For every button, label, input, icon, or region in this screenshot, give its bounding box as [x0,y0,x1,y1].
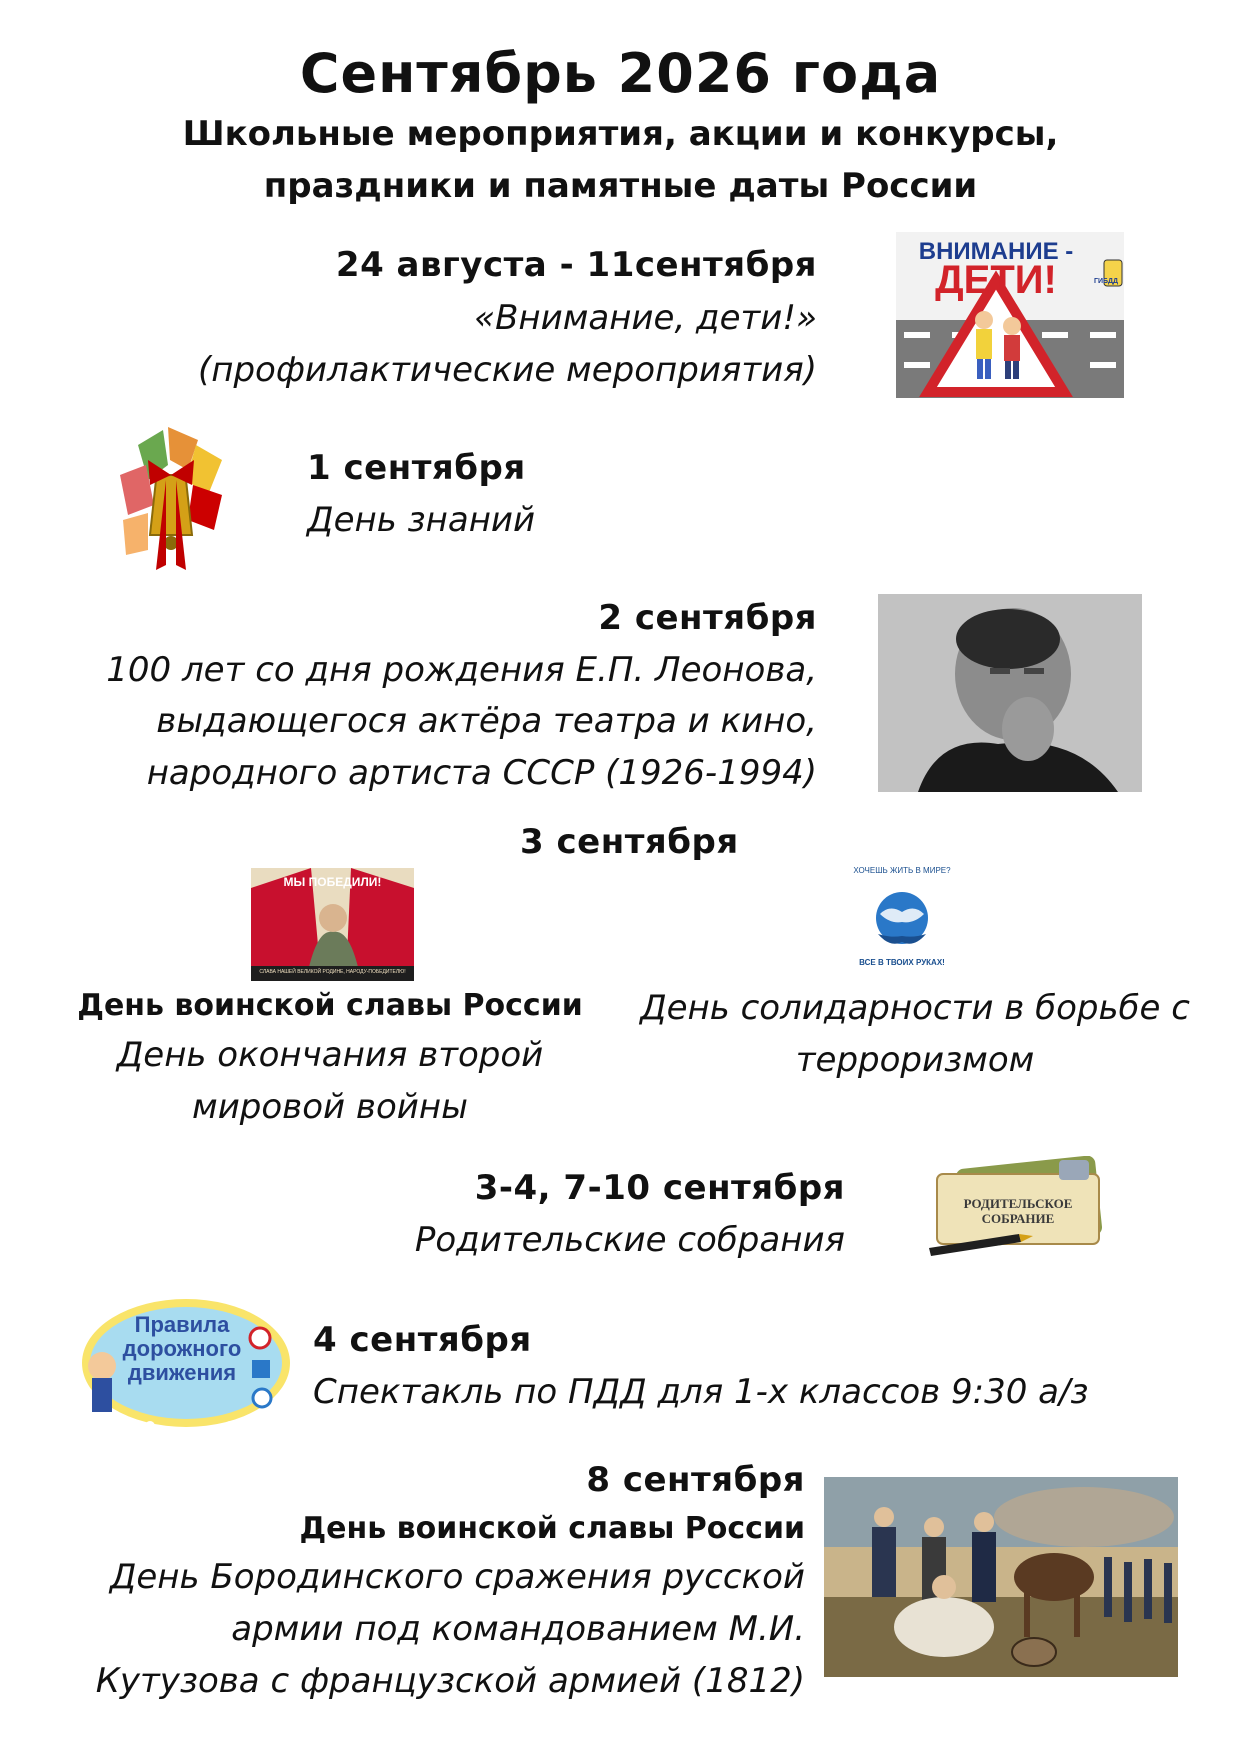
event-description: (профилактические мероприятия) [197,350,817,390]
attention-children-image [896,232,1124,398]
event-title: «Внимание, дети!» [474,298,817,338]
gibdd-logo-text: ГИБДД [1093,278,1118,285]
leonov-portrait-image [878,594,1142,792]
event-title: День воинской славы России [299,1511,805,1546]
event-title: День воинской славы России [77,988,583,1023]
peace-emblem-image [850,864,954,972]
logo-line-1: Правила [134,1312,230,1337]
event-date: 3-4, 7-10 сентября [474,1168,845,1208]
event-title: Родительские собрания [414,1220,845,1260]
event-description: 100 лет со дня рождения Е.П. Леонова, [106,650,817,690]
event-description: День окончания второй [116,1035,544,1075]
card-line-2: СОБРАНИЕ [981,1211,1055,1226]
school-bell-leaves-image [118,425,224,575]
event-date: 24 августа - 11сентября [335,245,817,285]
event-description: терроризмом [795,1040,1035,1080]
subtitle-line-2: праздники и памятные даты России [263,166,978,206]
event-description: выдающегося актёра театра и кино, [156,701,817,741]
logo-line-2: дорожного [122,1336,242,1361]
parent-meeting-card-image [929,1156,1107,1263]
logo-line-3: движения [127,1360,237,1385]
traffic-rules-logo-image [80,1288,292,1438]
badge-top-text: ВНИМАНИЕ - [918,238,1074,265]
event-date: 8 сентября [586,1460,805,1500]
event-description: народного артиста СССР (1926-1994) [146,753,817,793]
emblem-bottom-text: ВСЕ В ТВОИХ РУКАХ! [859,958,945,967]
badge-main-text: ДЕТИ! [935,258,1057,302]
emblem-top-text: ХОЧЕШЬ ЖИТЬ В МИРЕ? [853,866,951,875]
borodino-painting-image [824,1477,1178,1677]
page-title: Сентябрь 2026 года [299,42,942,105]
poster-headline: МЫ ПОБЕДИЛИ! [283,875,382,889]
event-description: Кутузова с французской армией (1812) [95,1661,805,1701]
card-line-1: РОДИТЕЛЬСКОЕ [963,1196,1073,1211]
event-description: армии под командованием М.И. [231,1609,805,1649]
event-title: День знаний [307,500,536,540]
event-title: День солидарности в борьбе с [640,988,1190,1028]
event-date: 4 сентября [313,1320,532,1360]
event-description: День Бородинского сражения русской [109,1557,805,1597]
subtitle-line-1: Школьные мероприятия, акции и конкурсы, [182,114,1059,154]
event-title: Спектакль по ПДД для 1-х классов 9:30 а/з [313,1372,1089,1412]
event-description: мировой войны [192,1087,468,1127]
victory-poster-image [251,868,414,981]
event-date: 3 сентября [520,822,739,862]
event-date: 2 сентября [598,598,817,638]
event-date: 1 сентября [307,448,526,488]
poster-caption: СЛАВА НАШЕЙ ВЕЛИКОЙ РОДИНЕ, НАРОДУ-ПОБЕДИТЕЛЮ! [259,969,406,975]
